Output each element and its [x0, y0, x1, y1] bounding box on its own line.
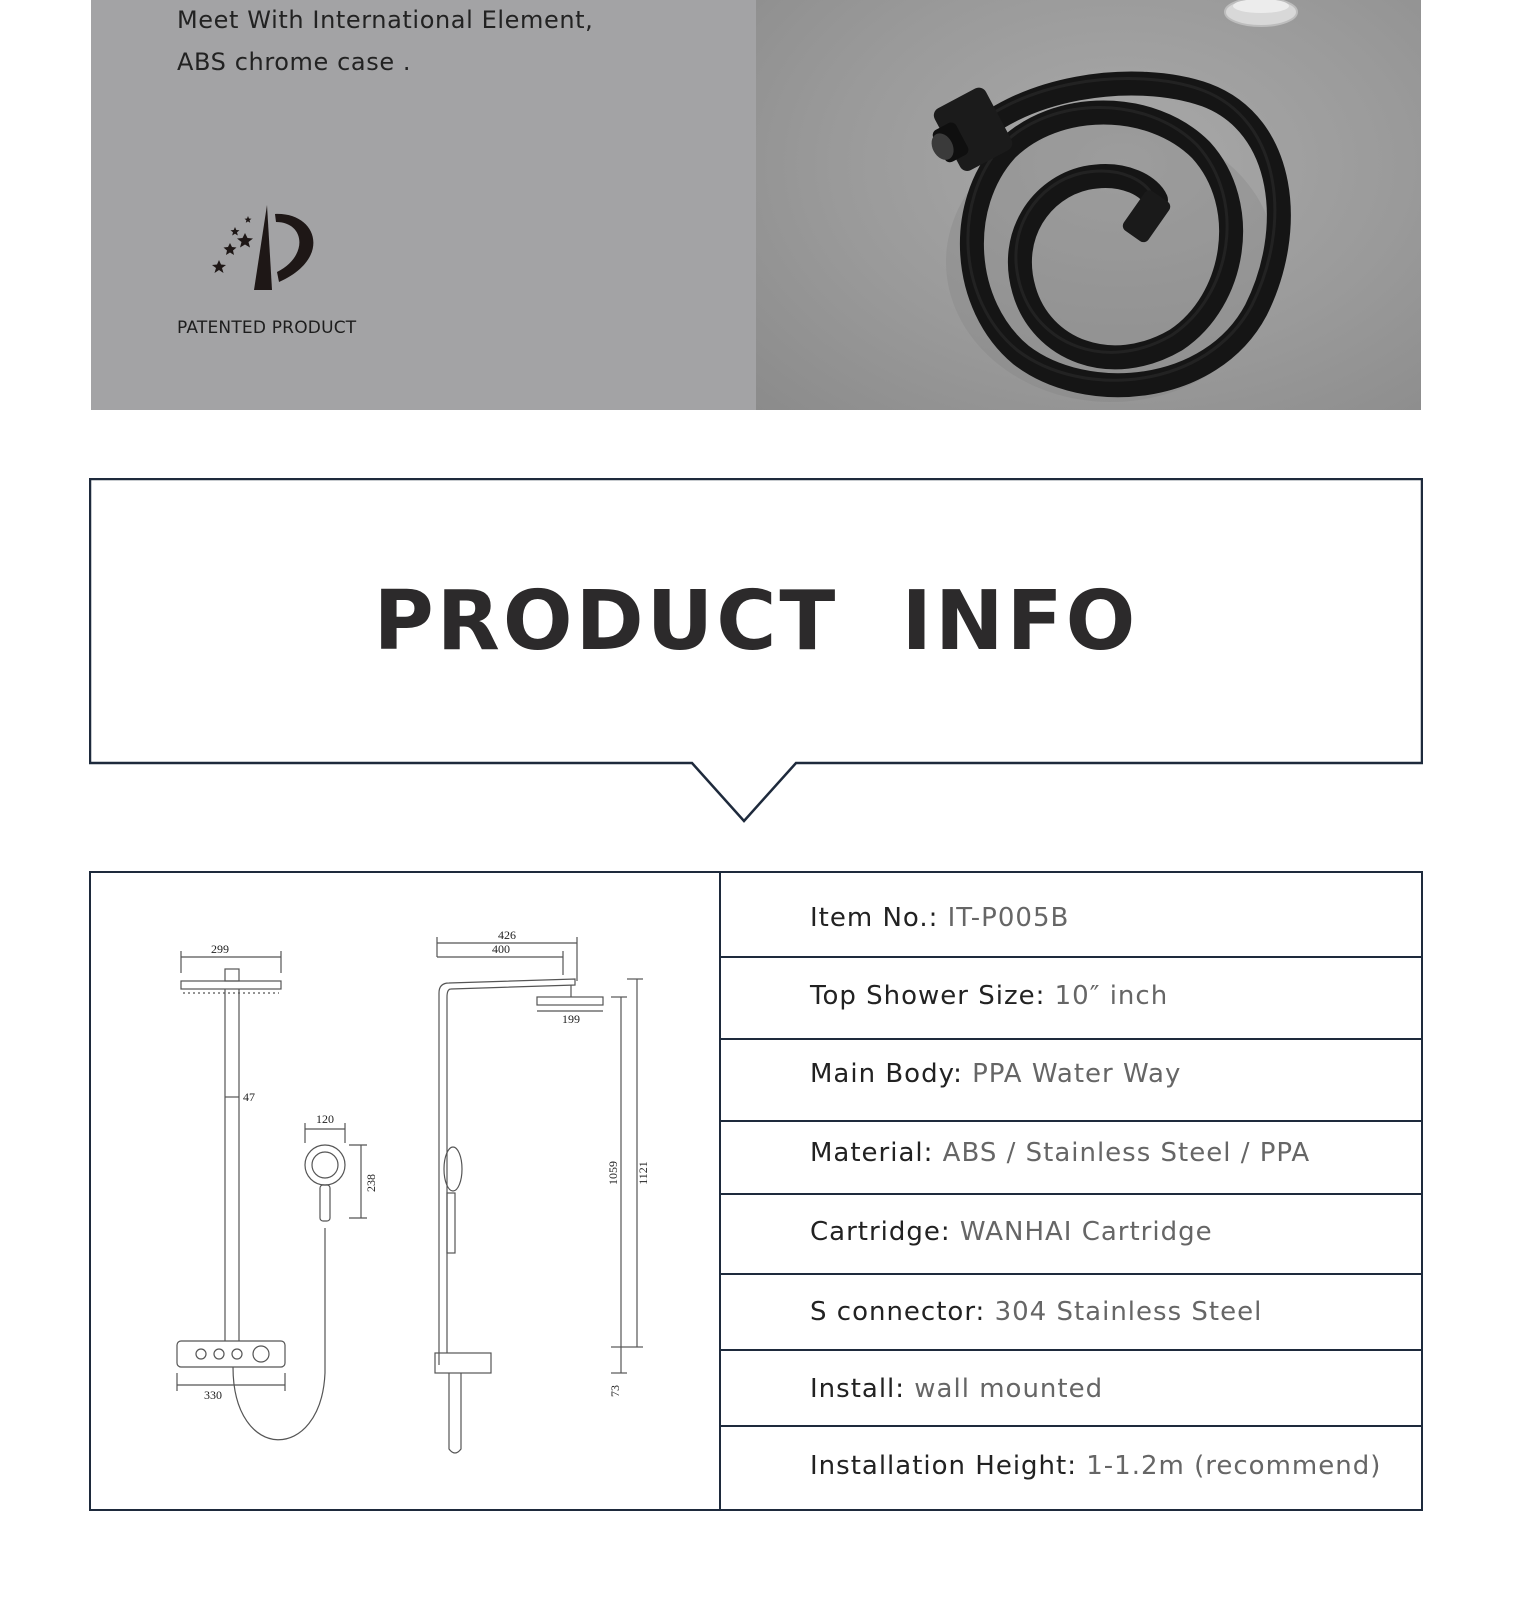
dimension-drawing — [91, 873, 721, 1509]
spec-value: IT-P005B — [947, 903, 1070, 933]
spec-label: Item No.: — [810, 903, 939, 933]
spec-label: Installation Height: — [810, 1451, 1077, 1481]
spec-row-material — [721, 1122, 1421, 1195]
dim-console-offset: 73 — [608, 1385, 622, 1397]
spec-row-top-shower-size — [721, 958, 1421, 1040]
spec-label: S connector: — [810, 1297, 986, 1327]
dim-head-side: 199 — [562, 1012, 580, 1026]
dim-head-width: 299 — [211, 942, 229, 956]
page-title: PRODUCT INFO — [373, 574, 1139, 669]
dim-arm-inner: 400 — [492, 942, 510, 956]
dim-inner-height: 1059 — [606, 1161, 620, 1185]
spec-label: Material: — [810, 1138, 934, 1168]
patent-caption: PATENTED PRODUCT — [177, 318, 357, 338]
spec-label: Install: — [810, 1374, 906, 1404]
dim-hand-height: 238 — [364, 1174, 378, 1192]
dim-total-height: 1121 — [636, 1161, 650, 1185]
product-banner — [91, 0, 1421, 410]
dim-console-width: 330 — [204, 1388, 222, 1402]
shower-hose-image — [756, 0, 1421, 410]
hose-photo-panel — [756, 0, 1421, 410]
spec-label: Top Shower Size: — [810, 981, 1046, 1011]
spec-list — [721, 873, 1421, 1509]
spec-row-installation-height — [721, 1427, 1421, 1509]
spec-value: 10″ inch — [1054, 981, 1169, 1011]
dim-hand-width: 120 — [316, 1112, 334, 1126]
spec-row-install — [721, 1351, 1421, 1427]
spec-label: Main Body: — [810, 1059, 963, 1089]
spec-table — [89, 871, 1423, 1511]
shower-dimension-diagram — [91, 873, 719, 1509]
spec-value: WANHAI Cartridge — [959, 1217, 1213, 1247]
spec-row-item-no — [721, 873, 1421, 958]
intro-line-1: Meet With International Element, — [177, 6, 594, 34]
spec-label: Cartridge: — [810, 1217, 951, 1247]
spec-row-s-connector — [721, 1275, 1421, 1351]
patent-logo-icon — [199, 200, 325, 292]
dim-pole-width: 47 — [243, 1090, 255, 1104]
spec-value: ABS / Stainless Steel / PPA — [942, 1138, 1311, 1168]
spec-row-main-body — [721, 1040, 1421, 1122]
spec-value: wall mounted — [914, 1374, 1104, 1404]
spec-value: PPA Water Way — [972, 1059, 1182, 1089]
dim-arm-outer: 426 — [498, 928, 516, 942]
product-info-heading — [89, 478, 1423, 823]
spec-value: 304 Stainless Steel — [994, 1297, 1263, 1327]
spec-row-cartridge — [721, 1195, 1421, 1275]
intro-line-2: ABS chrome case . — [177, 48, 412, 76]
banner-text-panel — [91, 0, 756, 410]
spec-value: 1-1.2m (recommend) — [1086, 1451, 1382, 1481]
